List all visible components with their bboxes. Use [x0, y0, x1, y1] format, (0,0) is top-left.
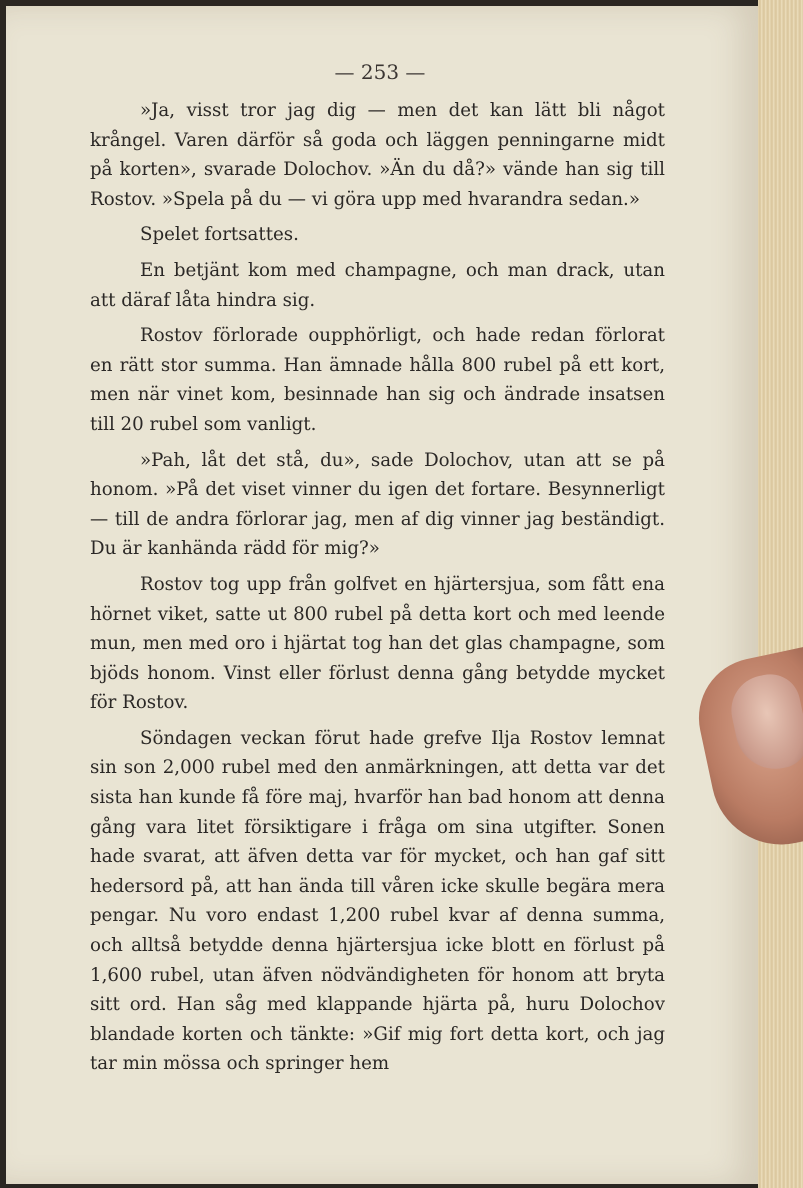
paragraph-7: Söndagen veckan förut hade grefve Ilja Rostov lemnat sin son 2,000 rubel med den anmärkningen, att detta var det sista han kunde få före maj, hvarför han bad honom att denna gång vara litet försiktigare i fråga om sina utgifter. Sonen hade svarat, att äfven detta var för mycket, och han gaf sitt hedersord på, att han ända till våren icke skulle begära mera pengar. Nu voro endast 1,200 rubel kvar af denna summa, och alltså betydde denna hjärtersjua icke blott en förlust på 1,600 rubel, utan äfven nödvändigheten för honom att bryta sitt ord. Han såg med klappande hjärta på, huru Dolochov blandade korten och tänkte: »Gif mig fort detta kort, och jag tar min mössa och springer hem: [90, 727, 665, 1075]
paragraph-2: Spelet fortsattes.: [140, 224, 299, 246]
paragraph-3: En betjänt kom med champagne, och man drack, utan att däraf låta hindra sig.: [90, 259, 665, 311]
paragraph-4: Rostov förlorade oupphörligt, och hade redan förlorat en rätt stor summa. Han ämnade hålla 800 rubel på ett kort, men när vinet kom, besinnade han sig och ändrade insatsen till 20 rubel som vanligt.: [90, 325, 665, 435]
page-edges: [758, 0, 803, 1188]
paragraph-1: »Ja, visst tror jag dig — men det kan lätt bli något krångel. Varen därför så goda och läggen penningarne midt på korten», svarade Dolochov. »Än du då?» vände han sig till Rostov. »Spela på du — vi göra upp med hvarandra sedan.»: [90, 100, 665, 210]
page-number: — 253 —: [334, 60, 426, 84]
paragraph-5: »Pah, låt det stå, du», sade Dolochov, utan att se på honom. »På det viset vinner du igen det fortare. Besynnerligt — till de andra förlorar jag, men af dig vinner jag beständigt. Du är kanhända rädd för mig?»: [90, 449, 665, 560]
body-text: [90, 96, 665, 1085]
paragraph-6: Rostov tog upp från golfvet en hjärtersjua, som fått ena hörnet viket, satte ut 800 rubel på detta kort och med leende mun, men med oro i hjärtat tog han det glas champagne, som bjöds honom. Vinst eller förlust denna gång betydde mycket för Rostov.: [90, 573, 665, 714]
